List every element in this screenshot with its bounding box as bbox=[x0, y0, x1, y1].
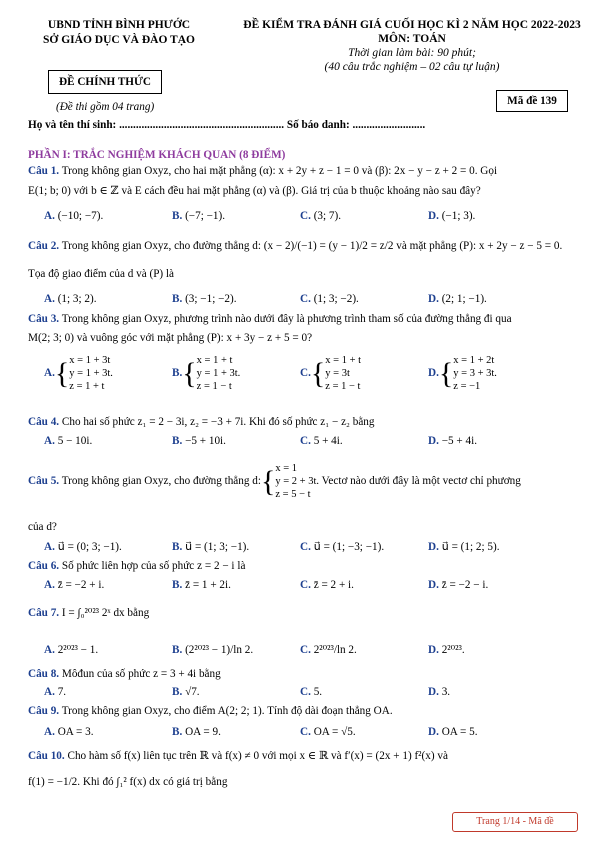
exam-title: ĐỀ KIỂM TRA ĐÁNH GIÁ CUỐI HỌC KÌ 2 NĂM HỌC 2022-2023 bbox=[243, 19, 581, 31]
section-title: PHẦN I: TRẮC NGHIỆM KHÁCH QUAN (8 ĐIỂM) bbox=[28, 149, 286, 161]
q8-line1: Câu 8. Môđun của số phức z = 3 + 4i bằng bbox=[28, 668, 221, 680]
q10-line1: Câu 10. Cho hàm số f(x) liên tục trên ℝ và f(x) ≠ 0 với mọi x ∈ ℝ và f′(x) = (2x + 1) f²(x) và bbox=[28, 750, 448, 762]
q9-option-b[interactable]: B. OA = 9. bbox=[172, 726, 221, 738]
q5-option-d[interactable]: D. u⃗ = (1; 2; 5). bbox=[428, 541, 500, 553]
q2-option-b[interactable]: B. (3; −1; −2). bbox=[172, 293, 237, 305]
q3-line1: Câu 3. Trong không gian Oxyz, phương trình nào dưới đây là phương trình tham số của đường thẳng đi qua bbox=[28, 313, 512, 325]
question-count: (40 câu trắc nghiệm – 02 câu tự luận) bbox=[324, 61, 500, 73]
q2-option-d[interactable]: D. (2; 1; −1). bbox=[428, 293, 487, 305]
q2-line1: Câu 2. Trong không gian Oxyz, cho đường thẳng d: (x − 2)/(−1) = (y − 1)/2 = z/2 và mặt phẳng (P): x + 2y − z − 5 = 0. bbox=[28, 240, 563, 252]
q7-line1: Câu 7. I = ∫₀²⁰²³ 2ˣ dx bằng bbox=[28, 607, 150, 619]
q10-line2: f(1) = −1/2. Khi đó ∫₁² f(x) dx có giá trị bằng bbox=[28, 776, 228, 788]
q1-option-c[interactable]: C. (3; 7). bbox=[300, 210, 342, 222]
q8-option-d[interactable]: D. 3. bbox=[428, 686, 451, 698]
q3-option-d[interactable]: D.{x = 1 + 2t y = 3 + 3t. z = −1 bbox=[428, 355, 497, 392]
q1-line2: E(1; b; 0) với b ∈ ℤ và E cách đều hai mặt phẳng (α) và (β). Giá trị của b thuộc khoảng nào sau đây? bbox=[28, 185, 481, 197]
authority: UBND TỈNH BÌNH PHƯỚC bbox=[47, 19, 191, 31]
q6-option-c[interactable]: C. z̄ = 2 + i. bbox=[300, 579, 354, 591]
q8-option-a[interactable]: A. 7. bbox=[44, 686, 67, 698]
department: SỞ GIÁO DỤC VÀ ĐÀO TẠO bbox=[43, 34, 195, 46]
q5-line1: Câu 5. Trong không gian Oxyz, cho đường thẳng d:{x = 1 y = 2 + 3t. z = 5 − t Vectơ nào dưới đây là một vectơ chỉ phương bbox=[28, 463, 521, 500]
q8-option-b[interactable]: B. √7. bbox=[172, 686, 200, 698]
q6-option-b[interactable]: B. z̄ = 1 + 2i. bbox=[172, 579, 231, 591]
q2-line2: Tọa độ giao điểm của d và (P) là bbox=[28, 268, 175, 280]
q4-option-d[interactable]: D. −5 + 4i. bbox=[428, 435, 477, 447]
q8-option-c[interactable]: C. 5. bbox=[300, 686, 323, 698]
q4-line1: Câu 4. Cho hai số phức z₁ = 2 − 3i, z₂ = −3 + 7i. Khi đó số phức z₁ − z₂ bằng bbox=[28, 416, 375, 428]
q6-option-d[interactable]: D. z̄ = −2 − i. bbox=[428, 579, 489, 591]
q5-line2: của d? bbox=[28, 521, 57, 533]
q1-line1: Câu 1. Trong không gian Oxyz, cho hai mặt phẳng (α): x + 2y + z − 1 = 0 và (β): 2x − y − z + 2 = 0. Gọi bbox=[28, 165, 498, 177]
q5-option-a[interactable]: A. u⃗ = (0; 3; −1). bbox=[44, 541, 122, 553]
student-info: Họ và tên thí sinh: ........................................................... Số báo danh: .......................... bbox=[28, 119, 426, 131]
q1-option-b[interactable]: B. (−7; −1). bbox=[172, 210, 226, 222]
q5-option-b[interactable]: B. u⃗ = (1; 3; −1). bbox=[172, 541, 250, 553]
page-count: (Đề thi gồm 04 trang) bbox=[56, 101, 155, 113]
q7-option-c[interactable]: C. 2²⁰²³/ln 2. bbox=[300, 644, 357, 656]
q9-option-d[interactable]: D. OA = 5. bbox=[428, 726, 478, 738]
q3-line2: M(2; 3; 0) và vuông góc với mặt phẳng (P): x + 3y − z + 5 = 0? bbox=[28, 332, 313, 344]
q4-option-b[interactable]: B. −5 + 10i. bbox=[172, 435, 226, 447]
header-right bbox=[232, 18, 592, 74]
q9-option-c[interactable]: C. OA = √5. bbox=[300, 726, 356, 738]
q7-option-a[interactable]: A. 2²⁰²³ − 1. bbox=[44, 644, 99, 656]
official-box: ĐỀ CHÍNH THỨC bbox=[48, 70, 162, 94]
exam-code: Mã đề 139 bbox=[496, 90, 568, 112]
page-footer: Trang 1/14 - Mã đề bbox=[452, 812, 578, 832]
q2-option-a[interactable]: A. (1; 3; 2). bbox=[44, 293, 97, 305]
q3-option-c[interactable]: C.{x = 1 + t y = 3t z = 1 − t bbox=[300, 355, 362, 392]
duration: Thời gian làm bài: 90 phút; bbox=[348, 47, 476, 59]
q7-option-d[interactable]: D. 2²⁰²³. bbox=[428, 644, 465, 656]
header-left bbox=[14, 18, 224, 48]
q9-option-a[interactable]: A. OA = 3. bbox=[44, 726, 94, 738]
q9-line1: Câu 9. Trong không gian Oxyz, cho điểm A(2; 2; 1). Tính độ dài đoạn thẳng OA. bbox=[28, 705, 393, 717]
q5-option-c[interactable]: C. u⃗ = (1; −3; −1). bbox=[300, 541, 385, 553]
q2-option-c[interactable]: C. (1; 3; −2). bbox=[300, 293, 359, 305]
q1-option-a[interactable]: A. (−10; −7). bbox=[44, 210, 104, 222]
q1-option-d[interactable]: D. (−1; 3). bbox=[428, 210, 476, 222]
q4-option-c[interactable]: C. 5 + 4i. bbox=[300, 435, 343, 447]
q3-option-b[interactable]: B.{x = 1 + t y = 1 + 3t. z = 1 − t bbox=[172, 355, 241, 392]
q6-line1: Câu 6. Số phức liên hợp của số phức z = 2 − i là bbox=[28, 560, 246, 572]
q3-option-a[interactable]: A.{x = 1 + 3t y = 1 + 3t. z = 1 + t bbox=[44, 355, 113, 392]
q6-option-a[interactable]: A. z̄ = −2 + i. bbox=[44, 579, 105, 591]
subject: MÔN: TOÁN bbox=[378, 33, 446, 45]
q7-option-b[interactable]: B. (2²⁰²³ − 1)/ln 2. bbox=[172, 644, 254, 656]
q4-option-a[interactable]: A. 5 − 10i. bbox=[44, 435, 93, 447]
